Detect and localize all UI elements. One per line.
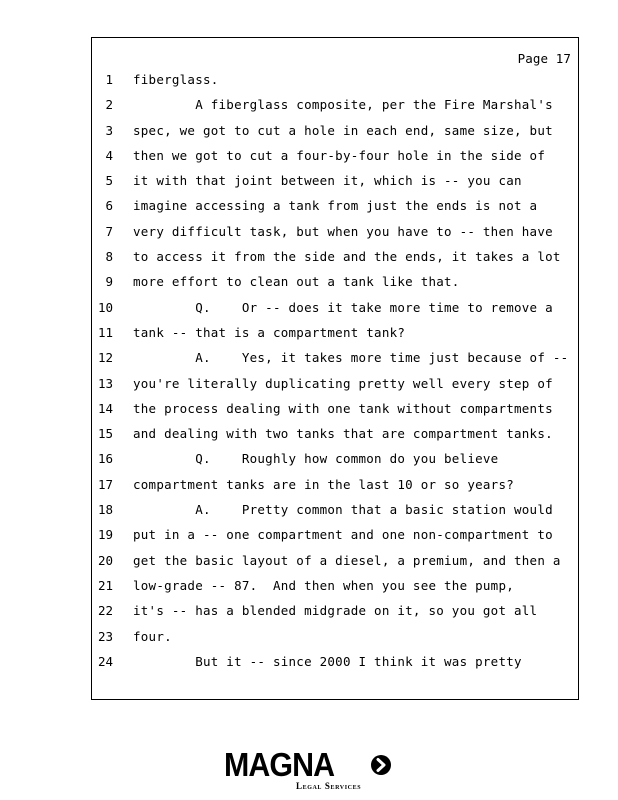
logo-subtitle: Legal Services [296,781,362,791]
line-text: spec, we got to cut a hole in each end, same size, but [133,122,553,138]
transcript-line [92,350,578,375]
line-text: But it -- since 2000 I think it was pretty [133,653,522,669]
line-text: Q. Roughly how common do you believe [133,451,499,467]
line-text: low-grade -- 87. And then when you see the pump, [133,577,515,593]
line-text: A. Yes, it takes more time just because of -- [133,350,569,366]
line-text: it with that joint between it, which is -- you can [133,173,522,189]
line-number: 6 [105,198,113,214]
transcript-line [92,123,578,148]
transcript-line [92,654,578,679]
line-text: you're literally duplicating pretty well every step of [133,375,553,391]
transcript-line [92,198,578,223]
line-number: 12 [97,350,113,366]
line-number: 21 [97,577,113,593]
transcript-line [92,553,578,578]
transcript-lines [92,72,578,679]
transcript-line [92,274,578,299]
transcript-line [92,97,578,122]
transcript-line [92,376,578,401]
line-number: 4 [105,147,113,163]
line-text: tank -- that is a compartment tank? [133,324,406,340]
transcript-line [92,502,578,527]
line-number: 10 [97,299,113,315]
line-text: more effort to clean out a tank like that. [133,274,460,290]
line-number: 18 [97,502,113,518]
transcript-line [92,426,578,451]
circle-arrow-right-icon [370,754,392,776]
transcript-line [92,325,578,350]
line-text: imagine accessing a tank from just the ends is not a [133,198,538,214]
transcript-line [92,527,578,552]
line-text: four. [133,628,172,644]
line-number: 22 [97,603,113,619]
line-number: 20 [97,552,113,568]
line-number: 2 [105,97,113,113]
line-text: to access it from the side and the ends, it takes a lot [133,249,561,265]
line-number: 5 [105,173,113,189]
transcript-page [91,37,579,700]
line-text: put in a -- one compartment and one non-compartment to [133,527,553,543]
transcript-line [92,629,578,654]
line-text: Q. Or -- does it take more time to remove a [133,299,553,315]
line-number: 24 [97,653,113,669]
transcript-line [92,224,578,249]
line-number: 15 [97,426,113,442]
page-number: Page 17 [517,51,571,66]
line-number: 7 [105,223,113,239]
transcript-line [92,477,578,502]
line-text: A fiberglass composite, per the Fire Marshal's [133,97,553,113]
line-text: compartment tanks are in the last 10 or so years? [133,476,515,492]
transcript-line [92,578,578,603]
transcript-line [92,72,578,97]
transcript-line [92,451,578,476]
transcript-line [92,401,578,426]
line-number: 17 [97,476,113,492]
transcript-line [92,173,578,198]
line-number: 14 [97,400,113,416]
line-text: get the basic layout of a diesel, a premium, and then a [133,552,561,568]
transcript-line [92,603,578,628]
transcript-line [92,148,578,173]
line-text: the process dealing with one tank without compartments [133,400,553,416]
transcript-line [92,300,578,325]
line-number: 23 [97,628,113,644]
line-text: then we got to cut a four-by-four hole in the side of [133,147,546,163]
line-number: 1 [105,72,113,87]
logo-wordmark: MAGNA [224,746,335,783]
line-number: 13 [97,375,113,391]
line-number: 8 [105,249,113,265]
line-number: 16 [97,451,113,467]
line-number: 3 [105,122,113,138]
line-number: 9 [105,274,113,290]
line-text: A. Pretty common that a basic station would [133,502,553,518]
transcript-line [92,249,578,274]
magna-logo [224,748,396,794]
line-text: very difficult task, but when you have to -- then have [133,223,553,239]
line-text: it's -- has a blended midgrade on it, so you got all [133,603,538,619]
line-text: fiberglass. [133,72,219,87]
line-text: and dealing with two tanks that are compartment tanks. [133,426,553,442]
line-number: 11 [97,324,113,340]
line-number: 19 [97,527,113,543]
